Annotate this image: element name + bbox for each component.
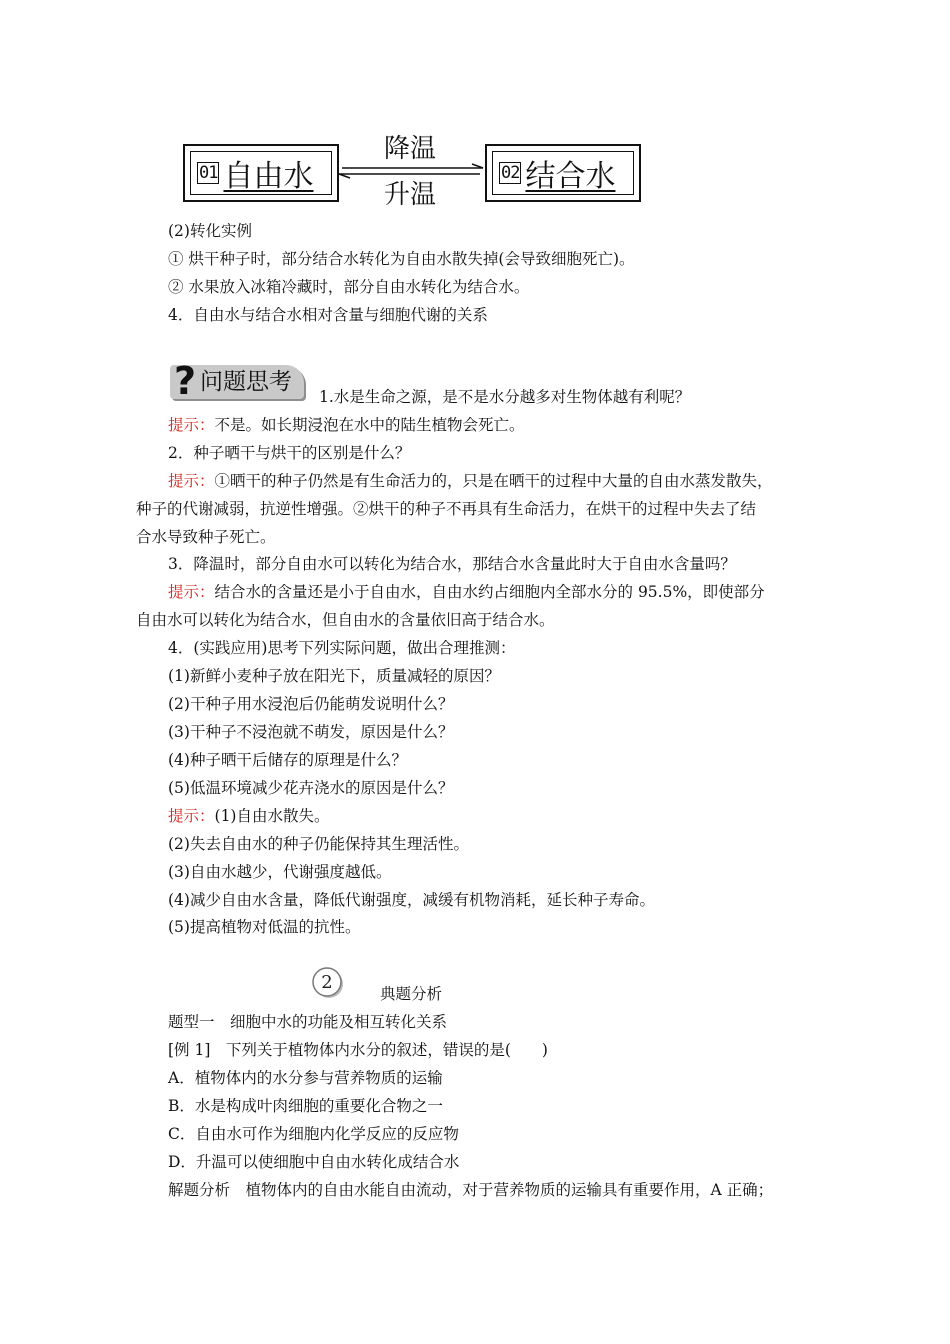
answer-1 (168, 415, 525, 435)
hint-label: 提示： (168, 472, 215, 490)
answer-4-3: (3)自由水越少，代谢强度越低。 (168, 863, 392, 881)
circled-number-icon (311, 966, 345, 1000)
question-4-5: (5)低温环境减少花卉浇水的原因是什么？ (168, 779, 454, 797)
hint-label: 提示： (168, 807, 215, 825)
question-4-1: (1)新鲜小麦种子放在阳光下，质量减轻的原因？ (168, 667, 500, 685)
option-d: D．升温可以使细胞中自由水转化成结合水 (168, 1153, 460, 1171)
answer-1-text: 不是。如长期浸泡在水中的陆生植物会死亡。 (214, 416, 525, 434)
option-b: B．水是构成叶肉细胞的重要化合物之一 (168, 1097, 443, 1115)
question-think-title: 问题思考 (200, 369, 292, 395)
free-water-label: 自由水 (223, 159, 314, 194)
question-think-badge (170, 359, 304, 403)
question-3: 3．降温时，部分自由水可以转化为结合水，那结合水含量此时大于自由水含量吗？ (168, 555, 736, 573)
answer-2-line-1 (168, 471, 773, 491)
question-4-2: (2)干种子用水浸泡后仍能萌发说明什么？ (168, 695, 454, 713)
question-4-3: (3)干种子不浸泡就不萌发，原因是什么？ (168, 723, 454, 741)
conversion-example-2: ② 水果放入冰箱冷藏时，部分自由水转化为结合水。 (168, 278, 530, 296)
question-4: 4．(实践应用)思考下列实际问题，做出合理推测： (168, 639, 516, 657)
answer-4-1-text: (1)自由水散失。 (214, 807, 330, 825)
answer-4-5: (5)提高植物对低温的抗性。 (168, 918, 361, 936)
free-water-box (183, 144, 339, 202)
hint-label: 提示： (168, 583, 215, 601)
answer-2-line-2: 种子的代谢减弱，抗逆性增强。②烘干的种子不再具有生命活力，在烘干的过程中失去了结 (136, 500, 757, 518)
circled-number-text: 2 (321, 972, 333, 993)
bound-water-label: 结合水 (525, 159, 616, 194)
answer-3-line-1 (168, 582, 765, 602)
answer-2-text-1: ①晒干的种子仍然是有生命活力的，只是在晒干的过程中大量的自由水蒸发散失， (214, 472, 773, 490)
answer-2-line-3: 合水导致种子死亡。 (136, 528, 276, 546)
free-water-number: 01 (199, 163, 218, 183)
question-type-1: 题型一 细胞中水的功能及相互转化关系 (168, 1013, 448, 1031)
question-4-4: (4)种子晒干后储存的原理是什么？ (168, 751, 407, 769)
cooling-label: 降温 (384, 134, 437, 164)
bound-water-box (485, 144, 641, 202)
answer-4-4: (4)减少自由水含量，降低代谢强度，减缓有机物消耗，延长种子寿命。 (168, 891, 655, 909)
answer-3-line-2: 自由水可以转化为结合水，但自由水的含量依旧高于结合水。 (136, 611, 555, 629)
question-mark-icon: ? (173, 359, 197, 403)
heating-label: 升温 (384, 180, 437, 210)
conversion-example-1: ① 烘干种子时，部分结合水转化为自由水散失掉(会导致细胞死亡)。 (168, 250, 635, 268)
analysis-title: 典题分析 (380, 985, 443, 1003)
section-4-heading: 4．自由水与结合水相对含量与细胞代谢的关系 (168, 306, 488, 324)
conversion-examples-heading: (2)转化实例 (168, 222, 252, 240)
answer-3-text-1: 结合水的含量还是小于自由水，自由水约占细胞内全部水分的 95.5%，即使部分 (214, 583, 765, 601)
example-1: [例 1] 下列关于植物体内水分的叙述，错误的是( ) (168, 1041, 548, 1059)
answer-4-1 (168, 806, 329, 826)
option-a: A．植物体内的水分参与营养物质的运输 (168, 1069, 443, 1087)
bound-water-number: 02 (501, 163, 520, 183)
option-c: C．自由水可作为细胞内化学反应的反应物 (168, 1125, 459, 1143)
question-1: 1.水是生命之源，是不是水分越多对生物体越有利呢？ (319, 388, 691, 406)
solution-analysis: 解题分析 植物体内的自由水能自由流动，对于营养物质的运输具有重要作用，A 正确； (168, 1181, 774, 1199)
answer-4-2: (2)失去自由水的种子仍能保持其生理活性。 (168, 835, 469, 853)
conversion-arrows (336, 163, 486, 179)
hint-label: 提示： (168, 416, 215, 434)
question-2: 2．种子晒干与烘干的区别是什么？ (168, 444, 411, 462)
